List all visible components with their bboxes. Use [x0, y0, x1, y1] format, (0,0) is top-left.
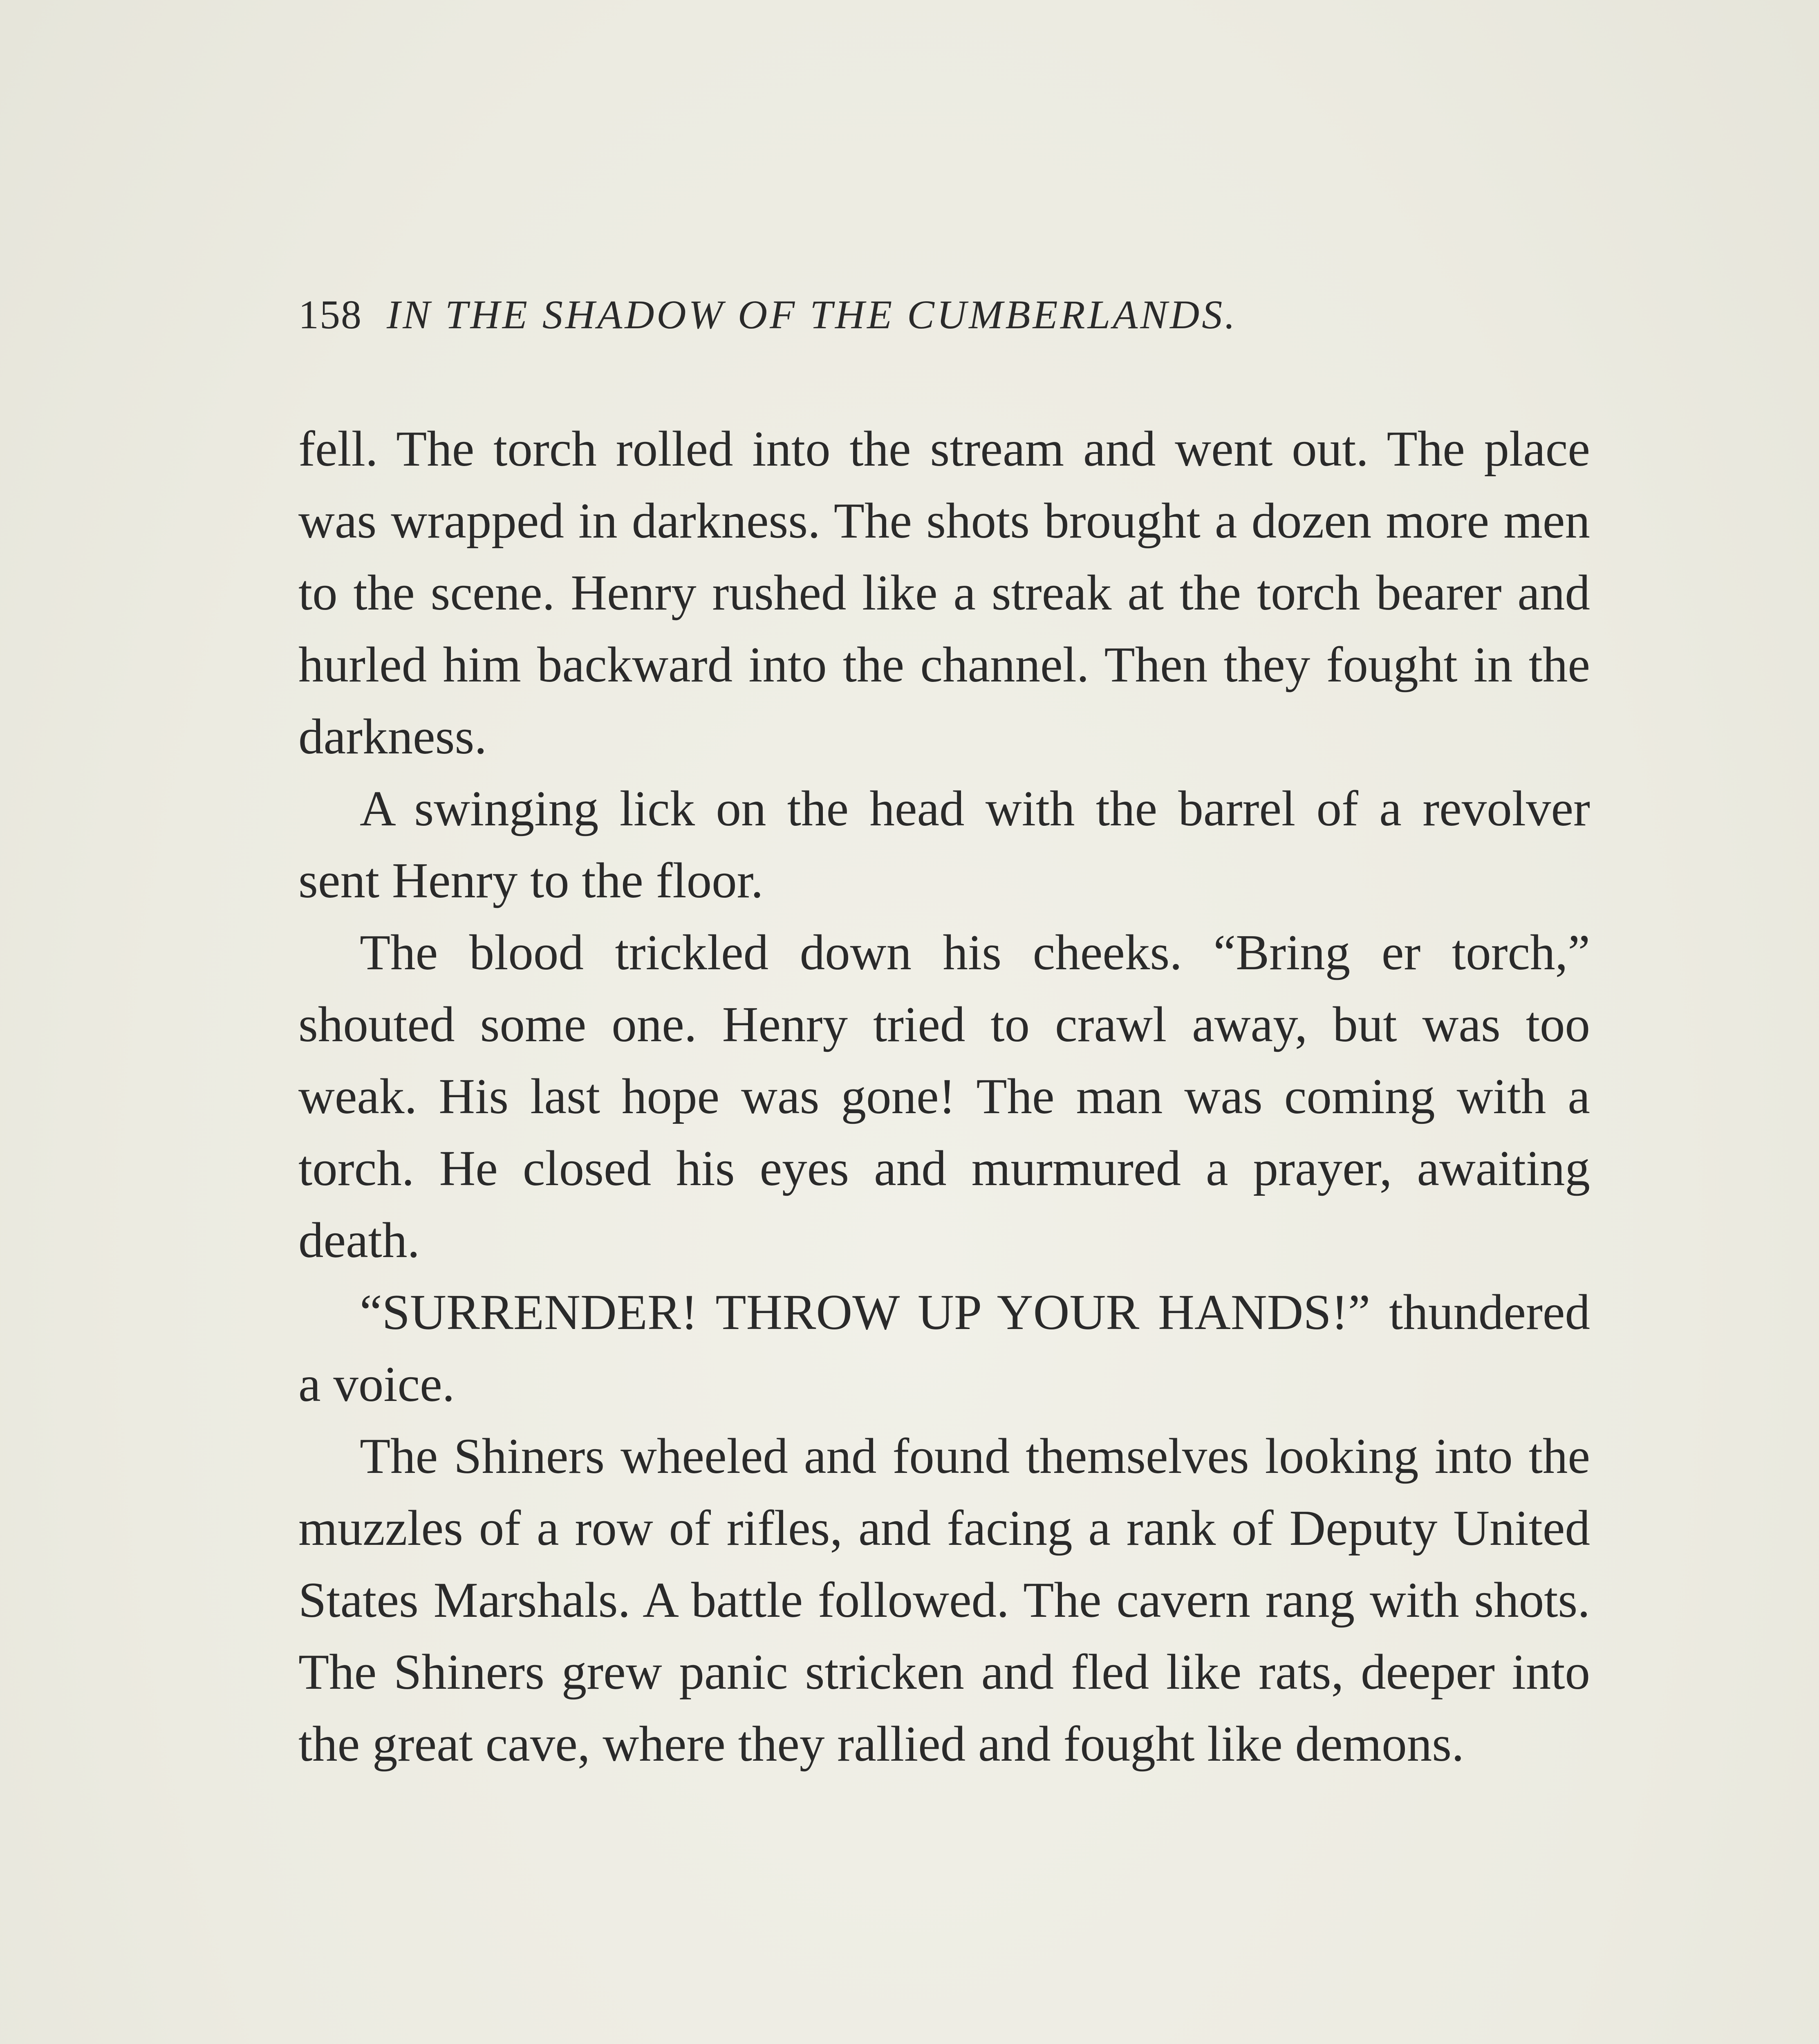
- paragraph-4: “SURRENDER! THROW UP YOUR HANDS!” thundered a voice.: [298, 1284, 1590, 1412]
- running-title: IN THE SHADOW OF THE CUMBERLANDS.: [387, 292, 1238, 337]
- paragraph-1: fell. The torch rolled into the stream and went out. The place was wrapped in darkness. The shots brought a dozen more men to the scene. Henry rushed like a streak at the torch bearer and hurled him backward into the channel. Then they fought in the darkness.: [298, 421, 1590, 764]
- page-number: 158: [298, 292, 362, 337]
- paragraph-5: The Shiners wheeled and found themselves looking into the muzzles of a row of rifles, and facing a rank of Deputy United States Marshals. A battle followed. The cavern rang with shots. The Shiners grew panic stricken and fled like rats, deeper into the great cave, where they rallied and fought like demons.: [298, 1428, 1590, 1772]
- running-head: [298, 282, 1476, 347]
- paragraph-3: The blood trickled down his cheeks. “Bring er torch,” shouted some one. Henry tried to crawl away, but was too weak. His last hope was gone! The man was coming with a torch. He closed his eyes and murmured a prayer, awaiting death.: [298, 924, 1590, 1268]
- paragraph-2: A swinging lick on the head with the barrel of a revolver sent Henry to the floor.: [298, 780, 1590, 908]
- body-text: [298, 413, 1590, 1780]
